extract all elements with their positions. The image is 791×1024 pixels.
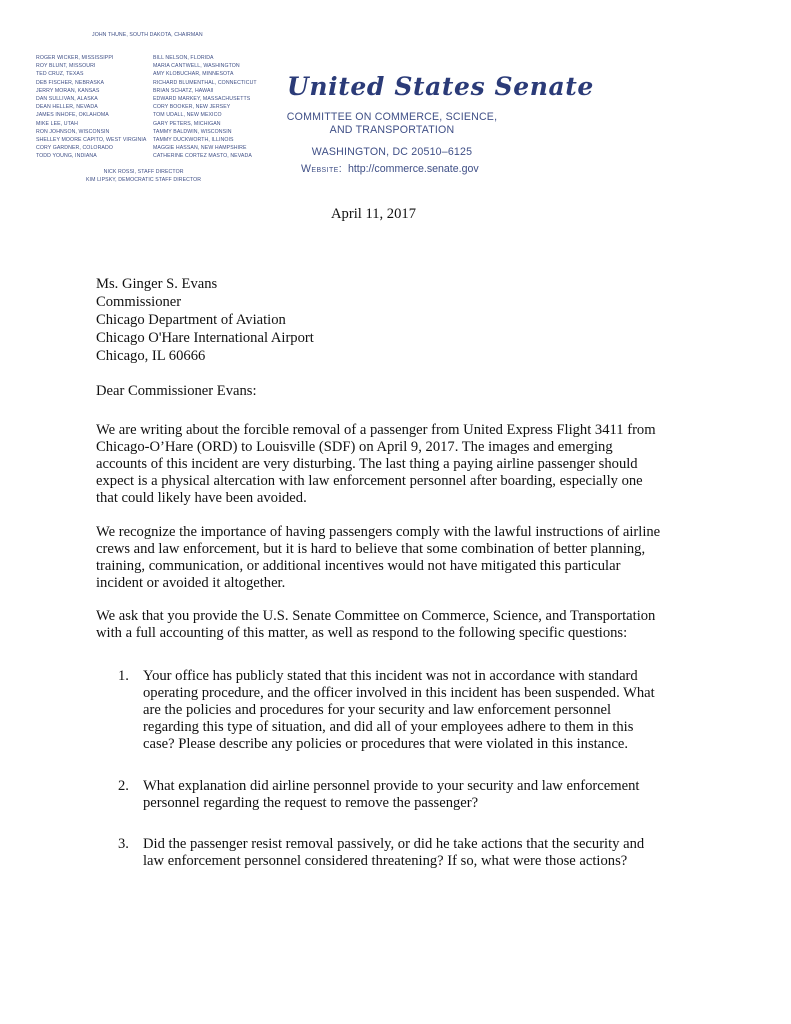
paragraph-line: training, communication, or additional incentives would not have mitigated this particular: [96, 558, 621, 574]
paragraph-line: Chicago-O’Hare (ORD) to Louisville (SDF) on April 9, 2017. The images and emerging: [96, 439, 613, 455]
paragraph-line: incident or avoided it altogether.: [96, 575, 286, 591]
recipient-address-block: [96, 275, 314, 365]
member-name: MIKE LEE, UTAH: [36, 120, 78, 127]
website-label: Website:: [301, 163, 343, 175]
recipient-name: Ms. Ginger S. Evans: [96, 276, 218, 292]
committee-address: WASHINGTON, DC 20510–6125: [311, 146, 473, 158]
chairman-line: JOHN THUNE, SOUTH DAKOTA, CHAIRMAN: [92, 32, 203, 38]
question-line: are the policies and procedures for your security and law enforcement personnel: [143, 702, 612, 718]
question-line: personnel regarding the request to remove the passenger?: [143, 795, 479, 811]
paragraph-request: [96, 608, 706, 642]
question-text: [143, 778, 639, 812]
member-name: CORY BOOKER, NEW JERSEY: [153, 104, 231, 111]
member-name: JAMES INHOFE, OKLAHOMA: [36, 112, 109, 119]
question-line: regarding this type of situation, and did all of your employees adhere to them in this: [143, 719, 634, 735]
member-name: TOM UDALL, NEW MEXICO: [153, 112, 222, 119]
member-name: ROY BLUNT, MISSOURI: [36, 63, 96, 70]
question-line: operating procedure, and the officer involved in this incident has been suspended. What: [143, 685, 655, 701]
paragraph-line: that could likely have been avoided.: [96, 490, 307, 506]
paragraph-line: accounts of this incident are very disturbing. The last thing a paying airline passenger should: [96, 456, 638, 472]
member-name: TAMMY BALDWIN, WISCONSIN: [153, 128, 232, 135]
recipient-title: Commissioner: [96, 294, 182, 310]
recipient-organization: Chicago O'Hare International Airport: [96, 330, 314, 346]
paragraph-line: We recognize the importance of having passengers comply with the lawful instructions of airline: [96, 524, 661, 540]
member-name: GARY PETERS, MICHIGAN: [153, 120, 221, 127]
paragraph-recognition: [96, 524, 706, 592]
member-name: CATHERINE CORTEZ MASTO, NEVADA: [153, 153, 252, 160]
salutation: Dear Commissioner Evans:: [96, 383, 257, 399]
question-line: What explanation did airline personnel provide to your security and law enforcement: [143, 778, 640, 794]
question-line: Your office has publicly stated that this incident was not in accordance with standard: [143, 668, 638, 684]
question-text: [143, 668, 655, 753]
member-name: TODD YOUNG, INDIANA: [36, 153, 97, 160]
paragraph-incident: [96, 422, 706, 507]
website-row: [301, 163, 479, 175]
paragraph-line: expect is a physical altercation with law enforcement personnel after boarding, especially one: [96, 473, 643, 489]
question-number: 2.: [118, 778, 129, 794]
member-name: EDWARD MARKEY, MASSACHUSETTS: [153, 96, 251, 103]
majority-members-list: [36, 54, 146, 161]
staff-director: NICK ROSSI, STAFF DIRECTOR: [103, 169, 184, 175]
question-line: case? Please describe any policies or procedures that were violated in this instance.: [143, 736, 629, 752]
member-name: TAMMY DUCKWORTH, ILLINOIS: [153, 137, 234, 144]
member-name: RON JOHNSON, WISCONSIN: [36, 128, 110, 135]
question-text: [143, 836, 644, 870]
paragraph-line: crews and law enforcement, but it is hard to believe that some combination of better planning,: [96, 541, 646, 557]
paragraph-line: We ask that you provide the U.S. Senate Committee on Commerce, Science, and Transportation: [96, 608, 656, 624]
committee-name-line-1: COMMITTEE ON COMMERCE, SCIENCE,: [286, 111, 498, 123]
member-name: DAN SULLIVAN, ALASKA: [36, 96, 98, 103]
letter-date: April 11, 2017: [331, 206, 416, 222]
democratic-staff-director: KIM LIPSKY, DEMOCRATIC STAFF DIRECTOR: [86, 177, 202, 184]
paragraph-line: with a full accounting of this matter, as well as respond to the following specific questions:: [96, 625, 628, 641]
member-name: ROGER WICKER, MISSISSIPPI: [36, 55, 114, 61]
member-name: RICHARD BLUMENTHAL, CONNECTICUT: [153, 79, 257, 86]
recipient-department: Chicago Department of Aviation: [96, 312, 286, 328]
website-link[interactable]: http://commerce.senate.gov: [347, 163, 479, 175]
staff-directors: [86, 168, 201, 184]
member-name: DEB FISCHER, NEBRASKA: [36, 79, 105, 86]
member-name: SHELLEY MOORE CAPITO, WEST VIRGINIA: [36, 137, 147, 144]
question-line: Did the passenger resist removal passively, or did he take actions that the security and: [143, 836, 645, 852]
member-name: DEAN HELLER, NEVADA: [36, 104, 98, 111]
committee-name-line-2: AND TRANSPORTATION: [329, 124, 455, 136]
member-name: AMY KLOBUCHAR, MINNESOTA: [153, 71, 234, 78]
member-name: BILL NELSON, FLORIDA: [153, 55, 214, 61]
member-name: MAGGIE HASSAN, NEW HAMPSHIRE: [153, 145, 247, 152]
member-name: MARIA CANTWELL, WASHINGTON: [153, 63, 240, 70]
recipient-city: Chicago, IL 60666: [96, 348, 206, 364]
senate-title: United States Senate: [287, 72, 594, 101]
member-name: CORY GARDNER, COLORADO: [36, 145, 113, 152]
member-name: JERRY MORAN, KANSAS: [36, 87, 100, 94]
member-name: TED CRUZ, TEXAS: [36, 71, 84, 78]
question-line: law enforcement personnel considered threatening? If so, what were those actions?: [143, 853, 628, 869]
question-number: 3.: [118, 836, 129, 852]
question-number: 1.: [118, 668, 129, 684]
minority-members-list: [153, 54, 257, 161]
paragraph-line: We are writing about the forcible removal of a passenger from United Express Flight 3411 from: [96, 422, 656, 438]
member-name: BRIAN SCHATZ, HAWAII: [153, 87, 214, 94]
